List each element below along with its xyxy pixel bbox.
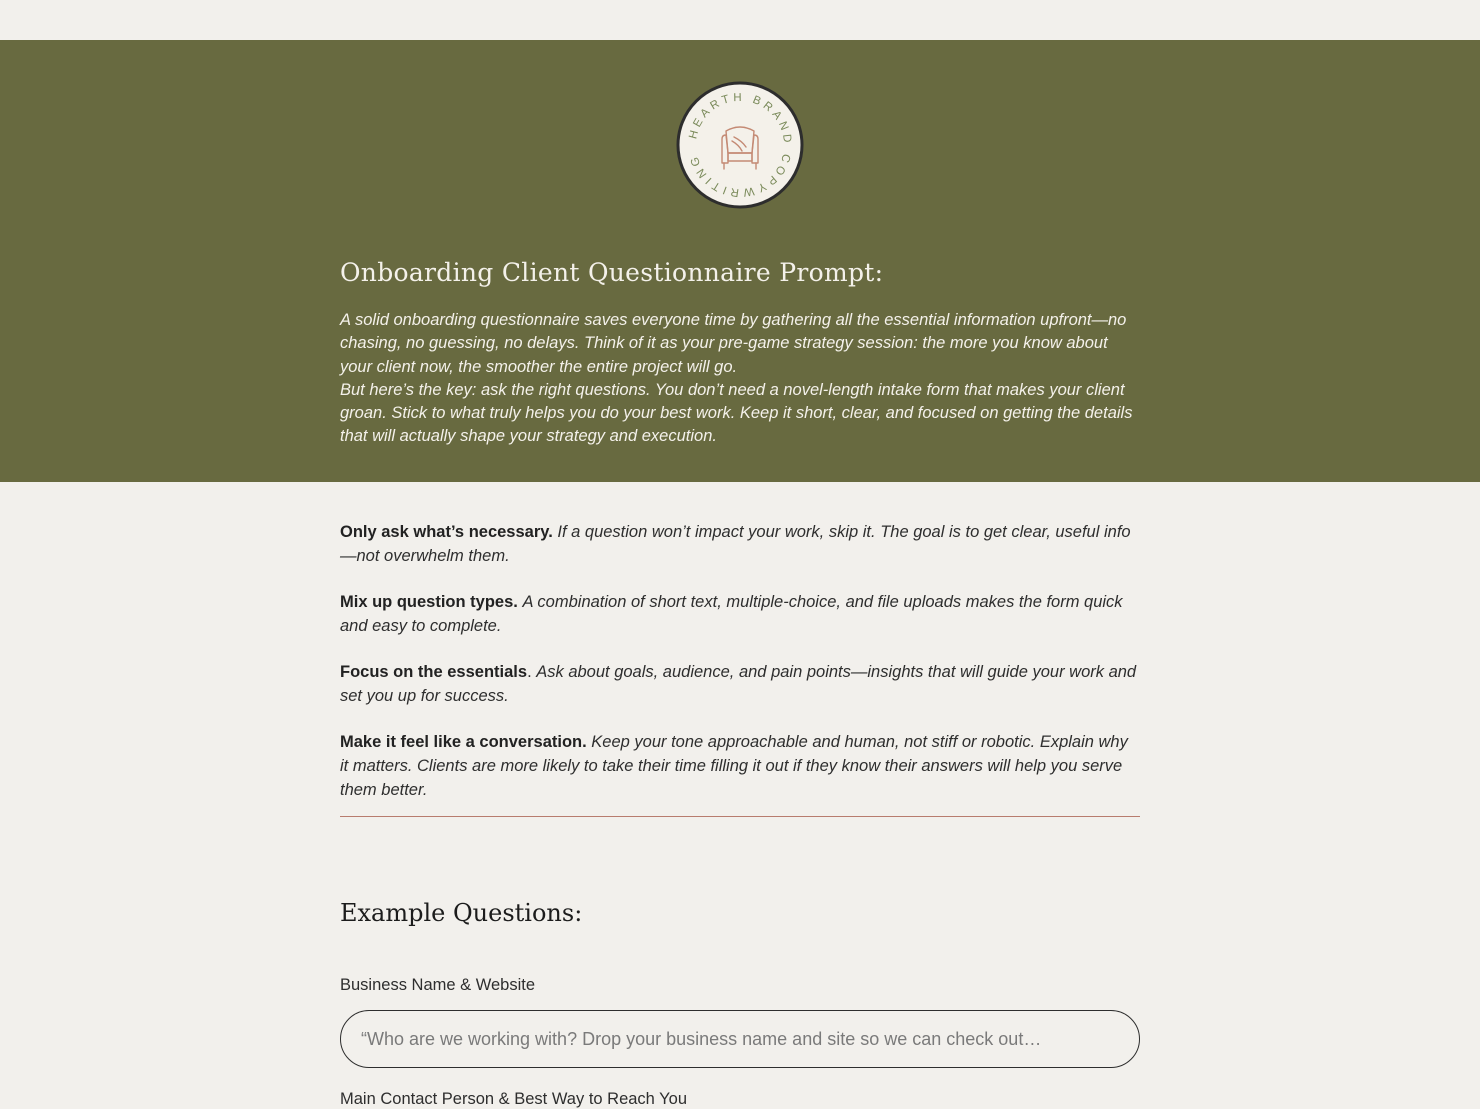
- business-name-label: Business Name & Website: [340, 976, 536, 994]
- tip-lead: Make it feel like a conversation.: [340, 733, 587, 751]
- tip-item: [340, 590, 1140, 638]
- tip-item: [340, 660, 1140, 708]
- logo-ring-text: HEARTH BRAND COPYWRITING: [687, 91, 794, 199]
- business-name-input[interactable]: [340, 1010, 1140, 1068]
- tip-body: Keep your tone approachable and human, not stiff or robotic. Explain why it matters. Clients are more likely to take their time filling it out if they know their answers will help you serve them better.: [340, 733, 1128, 799]
- hero-paragraph-2: But here’s the key: ask the right questions. You don’t need a novel-length intake form that makes your client groan. Stick to what truly helps you do your best work. Keep it short, clear, and focused on getting the details that will actually shape your strategy and execution.: [340, 380, 1133, 446]
- hero-content: [340, 258, 1140, 449]
- tips-section: [340, 520, 1140, 817]
- hero-banner: [0, 40, 1480, 482]
- main-contact-label: Main Contact Person & Best Way to Reach You: [340, 1090, 687, 1108]
- tip-item: [340, 520, 1140, 568]
- section-divider: [340, 816, 1140, 817]
- brand-logo: [676, 81, 804, 209]
- tip-sep: .: [527, 663, 537, 681]
- hero-title: Onboarding Client Questionnaire Prompt:: [340, 258, 884, 287]
- tip-body: If a question won’t impact your work, skip it. The goal is to get clear, useful info—not overwhelm them.: [340, 523, 1131, 565]
- tip-lead: Mix up question types.: [340, 593, 518, 611]
- tip-lead: Only ask what’s necessary.: [340, 523, 553, 541]
- examples-title: Example Questions:: [340, 899, 583, 927]
- tip-lead: Focus on the essentials: [340, 663, 528, 681]
- top-strip: [0, 0, 1480, 40]
- tip-item: [340, 730, 1140, 802]
- tip-body: A combination of short text, multiple-choice, and file uploads makes the form quick and easy to complete.: [340, 593, 1123, 635]
- hero-paragraph-1: A solid onboarding questionnaire saves everyone time by gathering all the essential information upfront—no chasing, no guessing, no delays. Think of it as your pre-game strategy session: the more you know about your client now, the smoother the entire project will go.: [340, 311, 1127, 376]
- tip-body: Ask about goals, audience, and pain points—insights that will guide your work and set you up for success.: [340, 663, 1137, 705]
